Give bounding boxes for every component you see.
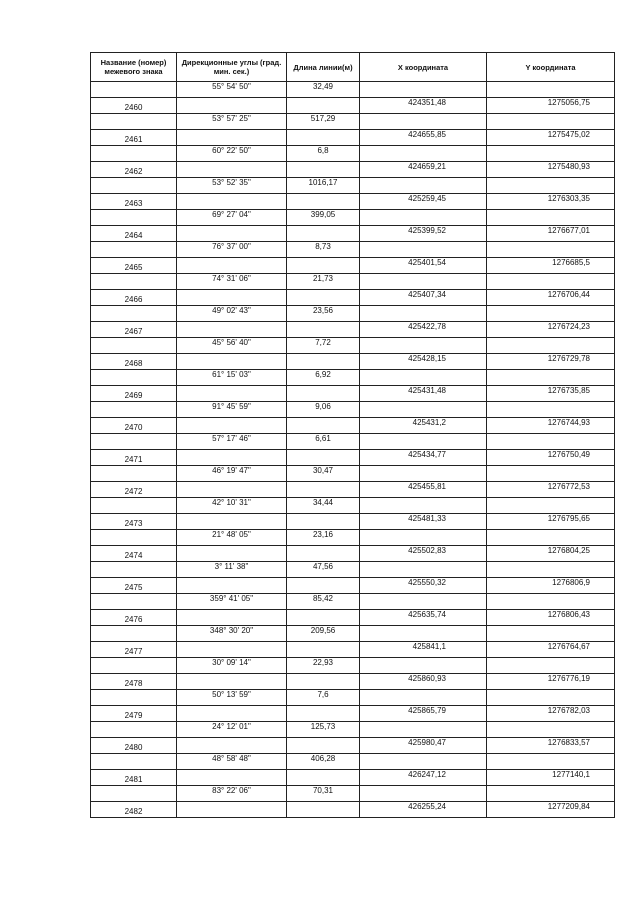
point-name-cell: 2466 [91,290,177,306]
x-coordinate-cell [360,786,487,802]
coordinates-table [90,52,615,818]
point-name-cell [91,306,177,322]
point-name-cell [91,626,177,642]
y-coordinate-cell: 1276806,9 [487,578,615,594]
y-coordinate-cell: 1276764,67 [487,642,615,658]
table-row [91,370,615,386]
direction-angle-cell: 91° 45' 59" [177,402,287,418]
table-row [91,626,615,642]
table-row [91,306,615,322]
direction-angle-cell [177,770,287,786]
x-coordinate-cell [360,498,487,514]
table-row [91,690,615,706]
line-length-cell [287,226,360,242]
point-name-cell: 2463 [91,194,177,210]
direction-angle-cell [177,98,287,114]
table-row [91,738,615,754]
y-coordinate-cell [487,338,615,354]
y-coordinate-cell: 1275056,75 [487,98,615,114]
y-coordinate-cell: 1276833,57 [487,738,615,754]
x-coordinate-cell [360,466,487,482]
point-name-cell: 2481 [91,770,177,786]
table-row [91,706,615,722]
x-coordinate-cell [360,242,487,258]
point-name-cell: 2460 [91,98,177,114]
line-length-cell: 30,47 [287,466,360,482]
line-length-cell [287,546,360,562]
point-name-cell [91,402,177,418]
point-name-cell [91,530,177,546]
point-name-cell [91,178,177,194]
table-row [91,130,615,146]
table-row [91,610,615,626]
line-length-cell [287,98,360,114]
x-coordinate-cell: 425422,78 [360,322,487,338]
line-length-cell: 7,6 [287,690,360,706]
x-coordinate-cell [360,594,487,610]
point-name-cell [91,370,177,386]
table-row [91,194,615,210]
x-coordinate-cell: 425455,81 [360,482,487,498]
direction-angle-cell: 30° 09' 14" [177,658,287,674]
table-row [91,114,615,130]
y-coordinate-cell: 1276772,53 [487,482,615,498]
table-row [91,498,615,514]
x-coordinate-cell [360,402,487,418]
table-row [91,530,615,546]
x-coordinate-cell: 425481,33 [360,514,487,530]
direction-angle-cell [177,706,287,722]
line-length-cell [287,322,360,338]
line-length-cell [287,130,360,146]
line-length-cell [287,194,360,210]
point-name-cell [91,498,177,514]
x-coordinate-cell [360,370,487,386]
line-length-cell [287,706,360,722]
x-coordinate-cell: 425980,47 [360,738,487,754]
point-name-cell [91,658,177,674]
direction-angle-cell: 55° 54' 50" [177,82,287,98]
x-coordinate-cell: 425841,1 [360,642,487,658]
table-row [91,642,615,658]
y-coordinate-cell [487,114,615,130]
direction-angle-cell: 49° 02' 43" [177,306,287,322]
x-coordinate-cell [360,722,487,738]
line-length-cell: 399,05 [287,210,360,226]
table-row [91,338,615,354]
line-length-cell [287,802,360,818]
y-coordinate-cell: 1276706,44 [487,290,615,306]
line-length-cell [287,738,360,754]
direction-angle-cell [177,578,287,594]
y-coordinate-cell: 1276685,5 [487,258,615,274]
direction-angle-cell [177,322,287,338]
direction-angle-cell [177,450,287,466]
x-coordinate-cell [360,626,487,642]
point-name-cell [91,754,177,770]
point-name-cell [91,562,177,578]
line-length-cell: 1016,17 [287,178,360,194]
point-name-cell [91,274,177,290]
table-row [91,290,615,306]
y-coordinate-cell [487,594,615,610]
x-coordinate-cell: 425865,79 [360,706,487,722]
direction-angle-cell [177,738,287,754]
y-coordinate-cell: 1276735,85 [487,386,615,402]
line-length-cell: 47,56 [287,562,360,578]
y-coordinate-cell: 1277140,1 [487,770,615,786]
y-coordinate-cell [487,658,615,674]
line-length-cell: 6,8 [287,146,360,162]
point-name-cell: 2477 [91,642,177,658]
y-coordinate-cell [487,306,615,322]
direction-angle-cell [177,642,287,658]
x-coordinate-cell [360,210,487,226]
line-length-cell: 85,42 [287,594,360,610]
table-row [91,354,615,370]
table-row [91,466,615,482]
point-name-cell [91,786,177,802]
line-length-cell: 34,44 [287,498,360,514]
direction-angle-cell: 60° 22' 50" [177,146,287,162]
x-coordinate-cell: 425407,34 [360,290,487,306]
y-coordinate-cell: 1276724,23 [487,322,615,338]
direction-angle-cell [177,162,287,178]
direction-angle-cell [177,130,287,146]
x-coordinate-cell [360,434,487,450]
direction-angle-cell: 359° 41' 05" [177,594,287,610]
point-name-cell: 2471 [91,450,177,466]
table-row [91,274,615,290]
line-length-cell: 7,72 [287,338,360,354]
x-coordinate-cell [360,562,487,578]
line-length-cell: 23,16 [287,530,360,546]
x-coordinate-cell [360,114,487,130]
y-coordinate-cell [487,210,615,226]
y-coordinate-cell: 1275480,93 [487,162,615,178]
table-row [91,434,615,450]
y-coordinate-cell: 1276303,35 [487,194,615,210]
y-coordinate-cell [487,786,615,802]
line-length-cell [287,514,360,530]
direction-angle-cell: 348° 30' 20" [177,626,287,642]
x-coordinate-cell: 425259,45 [360,194,487,210]
direction-angle-cell [177,546,287,562]
x-coordinate-cell [360,658,487,674]
x-coordinate-cell: 424659,21 [360,162,487,178]
point-name-cell: 2480 [91,738,177,754]
x-coordinate-cell: 425502,83 [360,546,487,562]
direction-angle-cell: 74° 31' 06" [177,274,287,290]
x-coordinate-cell: 425550,32 [360,578,487,594]
line-length-cell: 32,49 [287,82,360,98]
table-row [91,386,615,402]
direction-angle-cell: 57° 17' 46" [177,434,287,450]
line-length-cell [287,578,360,594]
line-length-cell [287,674,360,690]
line-length-cell: 406,28 [287,754,360,770]
direction-angle-cell [177,418,287,434]
x-coordinate-cell: 425434,77 [360,450,487,466]
table-row [91,658,615,674]
point-name-cell: 2473 [91,514,177,530]
y-coordinate-cell [487,690,615,706]
table-row [91,146,615,162]
y-coordinate-cell: 1276776,19 [487,674,615,690]
line-length-cell: 22,93 [287,658,360,674]
y-coordinate-cell: 1276804,25 [487,546,615,562]
line-length-cell [287,418,360,434]
x-coordinate-cell [360,338,487,354]
x-coordinate-cell [360,306,487,322]
table-row [91,210,615,226]
y-coordinate-cell [487,466,615,482]
y-coordinate-cell [487,498,615,514]
table-row [91,98,615,114]
point-name-cell [91,242,177,258]
direction-angle-cell: 45° 56' 40" [177,338,287,354]
point-name-cell: 2461 [91,130,177,146]
direction-angle-cell: 21° 48' 05" [177,530,287,546]
table-row [91,418,615,434]
y-coordinate-cell: 1276750,49 [487,450,615,466]
y-coordinate-cell [487,402,615,418]
point-name-cell: 2482 [91,802,177,818]
table-row [91,770,615,786]
direction-angle-cell [177,482,287,498]
y-coordinate-cell [487,754,615,770]
y-coordinate-cell: 1276795,65 [487,514,615,530]
line-length-cell [287,354,360,370]
header-y-coordinate: Y координата [487,53,615,82]
direction-angle-cell: 24° 12' 01" [177,722,287,738]
header-line-length: Длина линии(м) [287,53,360,82]
header-x-coordinate: X координата [360,53,487,82]
table-row [91,546,615,562]
x-coordinate-cell: 424655,85 [360,130,487,146]
x-coordinate-cell: 425428,15 [360,354,487,370]
y-coordinate-cell [487,178,615,194]
point-name-cell [91,82,177,98]
point-name-cell: 2464 [91,226,177,242]
line-length-cell [287,450,360,466]
point-name-cell: 2469 [91,386,177,402]
table-row [91,82,615,98]
direction-angle-cell [177,290,287,306]
table-row [91,802,615,818]
x-coordinate-cell: 424351,48 [360,98,487,114]
point-name-cell: 2476 [91,610,177,626]
table-row [91,786,615,802]
y-coordinate-cell: 1276729,78 [487,354,615,370]
point-name-cell [91,114,177,130]
direction-angle-cell: 53° 57' 25" [177,114,287,130]
y-coordinate-cell [487,274,615,290]
direction-angle-cell: 3° 11' 38" [177,562,287,578]
line-length-cell [287,258,360,274]
point-name-cell: 2470 [91,418,177,434]
table-row [91,514,615,530]
point-name-cell: 2472 [91,482,177,498]
y-coordinate-cell [487,530,615,546]
point-name-cell: 2465 [91,258,177,274]
line-length-cell: 125,73 [287,722,360,738]
table-row [91,674,615,690]
line-length-cell: 21,73 [287,274,360,290]
line-length-cell: 70,31 [287,786,360,802]
point-name-cell: 2462 [91,162,177,178]
table-row [91,322,615,338]
direction-angle-cell [177,354,287,370]
direction-angle-cell [177,194,287,210]
y-coordinate-cell [487,562,615,578]
header-point-name: Название (номер) межевого знака [91,53,177,82]
y-coordinate-cell: 1276782,03 [487,706,615,722]
line-length-cell: 517,29 [287,114,360,130]
direction-angle-cell: 42° 10' 31" [177,498,287,514]
line-length-cell [287,162,360,178]
line-length-cell: 6,61 [287,434,360,450]
line-length-cell: 8,73 [287,242,360,258]
point-name-cell: 2474 [91,546,177,562]
table-row [91,722,615,738]
table-row [91,258,615,274]
table-row [91,754,615,770]
x-coordinate-cell [360,530,487,546]
x-coordinate-cell: 425431,48 [360,386,487,402]
point-name-cell [91,146,177,162]
x-coordinate-cell [360,178,487,194]
line-length-cell [287,610,360,626]
direction-angle-cell [177,802,287,818]
line-length-cell [287,482,360,498]
direction-angle-cell: 76° 37' 00" [177,242,287,258]
line-length-cell [287,386,360,402]
table-row [91,178,615,194]
x-coordinate-cell: 425635,74 [360,610,487,626]
x-coordinate-cell [360,82,487,98]
point-name-cell: 2479 [91,706,177,722]
table-row [91,226,615,242]
header-direction-angle: Дирекционные углы (град. мин. сек.) [177,53,287,82]
point-name-cell: 2478 [91,674,177,690]
x-coordinate-cell: 425399,52 [360,226,487,242]
y-coordinate-cell [487,146,615,162]
line-length-cell [287,770,360,786]
table-row [91,578,615,594]
y-coordinate-cell: 1276677,01 [487,226,615,242]
table-row [91,482,615,498]
table-row [91,402,615,418]
line-length-cell: 6,92 [287,370,360,386]
y-coordinate-cell [487,370,615,386]
direction-angle-cell: 50° 13' 59" [177,690,287,706]
table-row [91,562,615,578]
table-row [91,242,615,258]
y-coordinate-cell: 1276806,43 [487,610,615,626]
y-coordinate-cell: 1276744,93 [487,418,615,434]
table-body [91,82,615,818]
line-length-cell: 209,56 [287,626,360,642]
point-name-cell [91,690,177,706]
x-coordinate-cell: 426247,12 [360,770,487,786]
point-name-cell: 2468 [91,354,177,370]
direction-angle-cell [177,226,287,242]
table-row [91,162,615,178]
direction-angle-cell [177,258,287,274]
direction-angle-cell: 46° 19' 47" [177,466,287,482]
x-coordinate-cell: 425401,54 [360,258,487,274]
x-coordinate-cell [360,274,487,290]
table-row [91,450,615,466]
point-name-cell [91,210,177,226]
direction-angle-cell: 61° 15' 03" [177,370,287,386]
direction-angle-cell: 69° 27' 04" [177,210,287,226]
point-name-cell [91,434,177,450]
line-length-cell: 23,56 [287,306,360,322]
point-name-cell [91,338,177,354]
coordinates-sheet [90,52,614,832]
line-length-cell [287,642,360,658]
line-length-cell [287,290,360,306]
x-coordinate-cell [360,754,487,770]
table-header-row [91,53,615,82]
y-coordinate-cell [487,722,615,738]
point-name-cell: 2467 [91,322,177,338]
table-row [91,594,615,610]
x-coordinate-cell: 425431,2 [360,418,487,434]
point-name-cell [91,466,177,482]
y-coordinate-cell [487,242,615,258]
point-name-cell: 2475 [91,578,177,594]
direction-angle-cell: 83° 22' 06" [177,786,287,802]
direction-angle-cell [177,674,287,690]
x-coordinate-cell [360,690,487,706]
direction-angle-cell [177,386,287,402]
direction-angle-cell [177,610,287,626]
y-coordinate-cell: 1277209,84 [487,802,615,818]
direction-angle-cell: 48° 58' 48" [177,754,287,770]
direction-angle-cell [177,514,287,530]
point-name-cell [91,722,177,738]
line-length-cell: 9,06 [287,402,360,418]
y-coordinate-cell [487,626,615,642]
x-coordinate-cell: 426255,24 [360,802,487,818]
y-coordinate-cell [487,82,615,98]
y-coordinate-cell [487,434,615,450]
point-name-cell [91,594,177,610]
x-coordinate-cell: 425860,93 [360,674,487,690]
x-coordinate-cell [360,146,487,162]
y-coordinate-cell: 1275475,02 [487,130,615,146]
direction-angle-cell: 53° 52' 35" [177,178,287,194]
